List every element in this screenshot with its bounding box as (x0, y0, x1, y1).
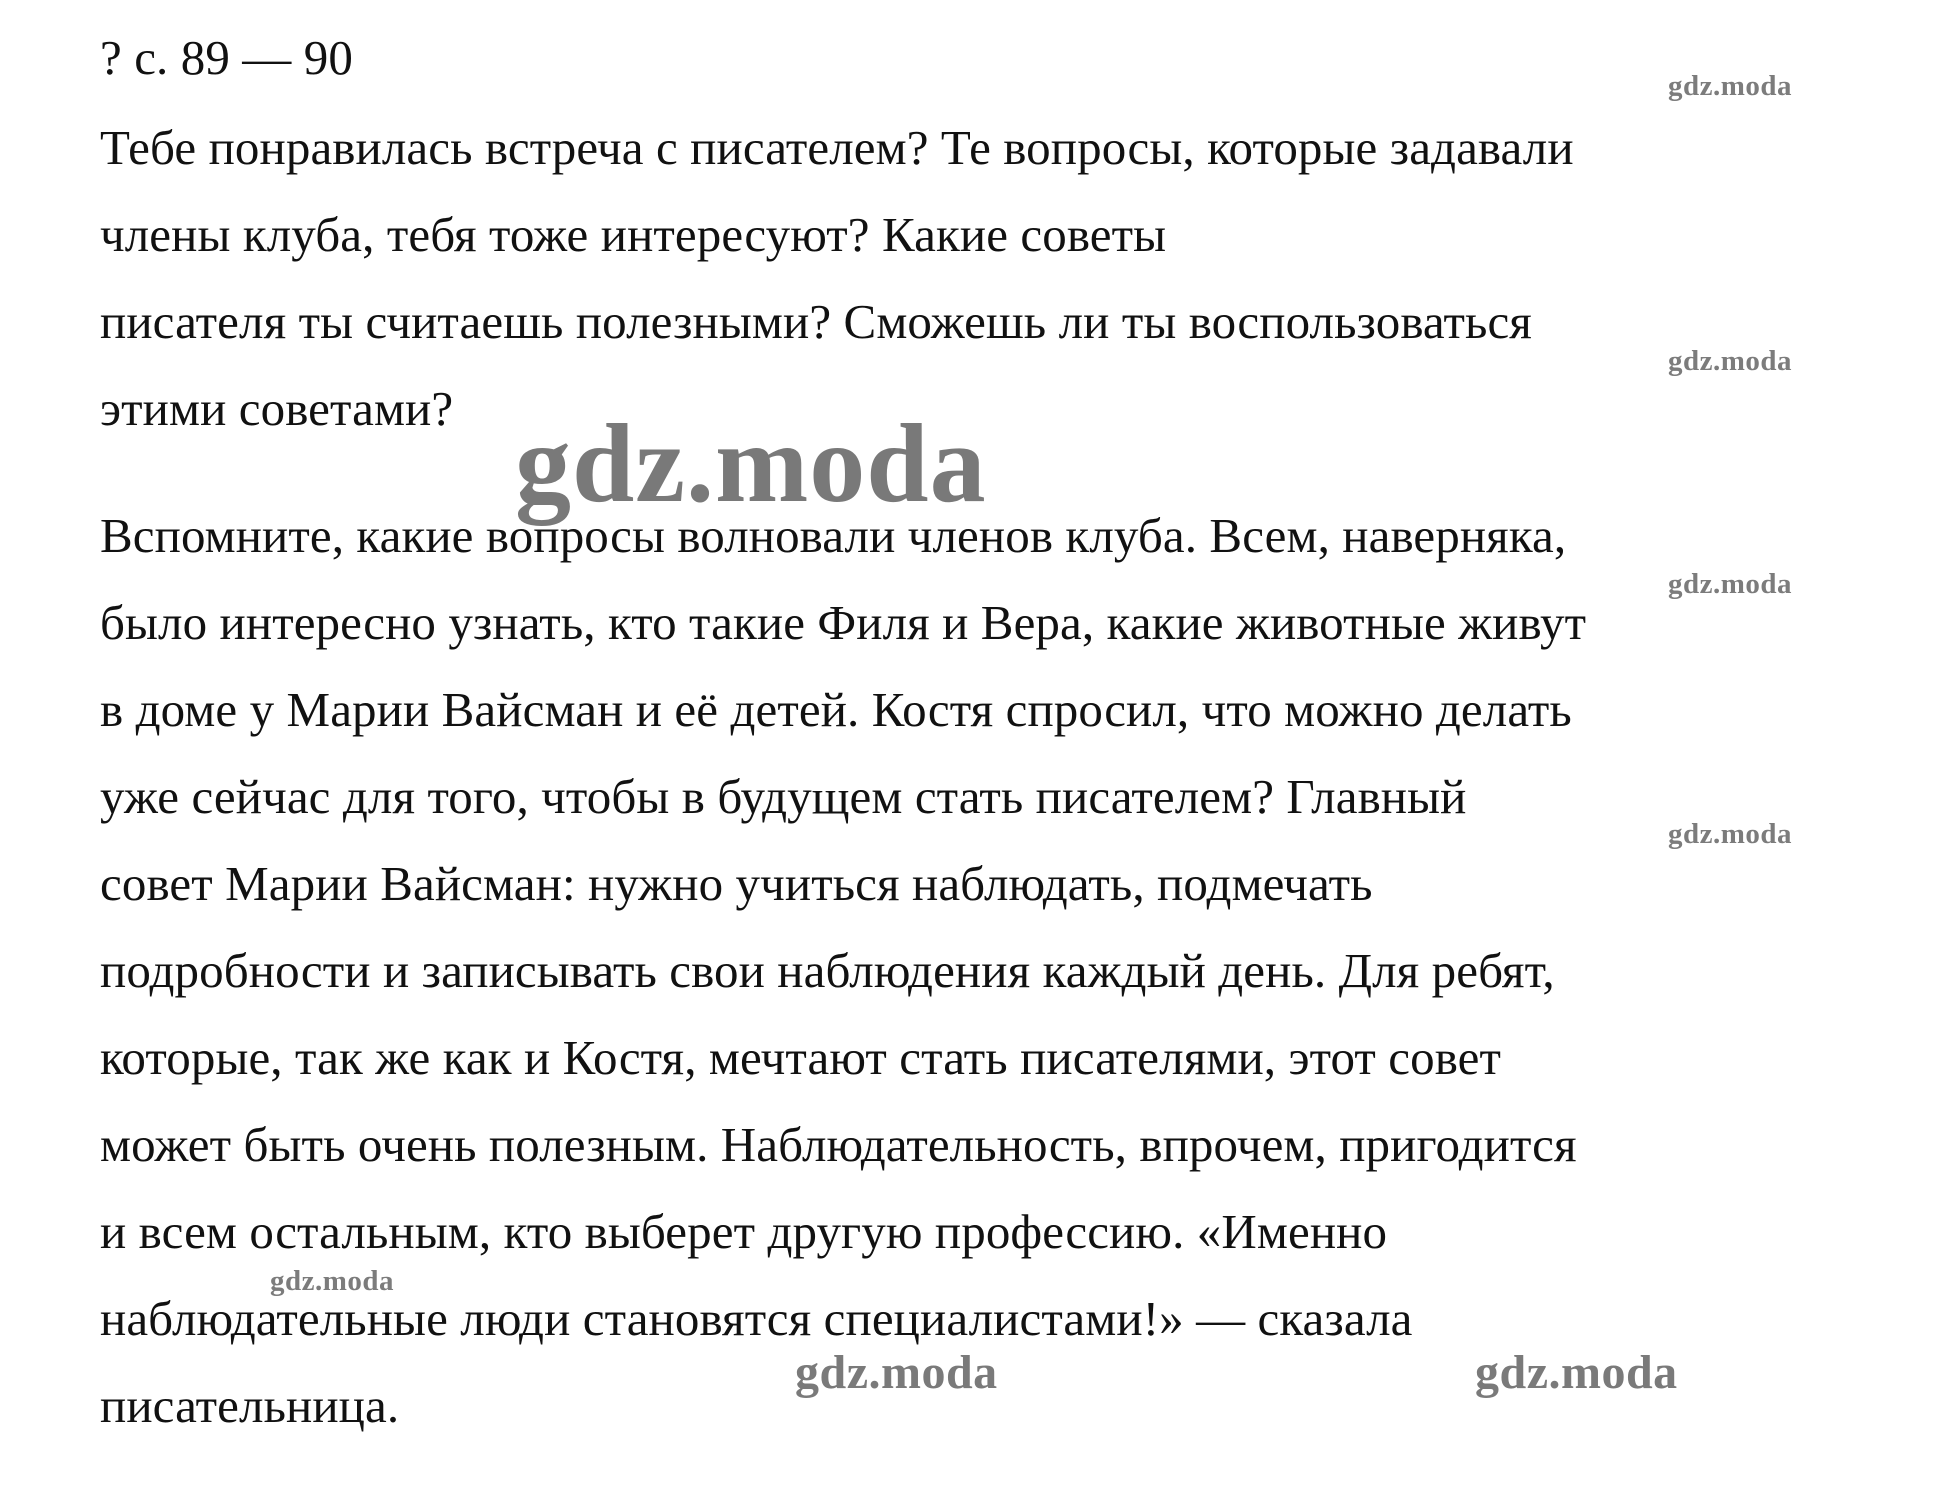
watermark-logo: gdz.moda (1668, 568, 1793, 600)
watermark-logo: gdz.moda (1475, 1346, 1678, 1399)
answer-line: может быть очень полезным. Наблюдательность, впрочем, пригодится (100, 1117, 1577, 1172)
watermark-logo: gdz.moda (1668, 818, 1793, 850)
answer-line: было интересно узнать, кто такие Филя и Вера, какие животные живут (100, 595, 1587, 650)
answer-line: совет Марии Вайсман: нужно учиться наблюдать, подмечать (100, 856, 1373, 911)
watermark-logo: gdz.moda (795, 1346, 998, 1399)
question-line: писателя ты считаешь полезными? Сможешь ли ты воспользоваться (100, 294, 1532, 349)
question-line: члены клуба, тебя тоже интересуют? Какие советы (100, 207, 1167, 262)
answer-line: подробности и записывать свои наблюдения каждый день. Для ребят, (100, 943, 1555, 998)
watermark-logo: gdz.moda (270, 1265, 395, 1297)
question-line: этими советами? (100, 381, 454, 436)
page-reference: ? с. 89 — 90 (100, 30, 353, 85)
answer-line: которые, так же как и Костя, мечтают стать писателями, этот совет (100, 1030, 1502, 1085)
answer-line: уже сейчас для того, чтобы в будущем стать писателем? Главный (100, 769, 1467, 824)
question-line: Тебе понравилась встреча с писателем? Те вопросы, которые задавали (100, 120, 1574, 175)
answer-line: писательница. (100, 1378, 400, 1433)
answer-line: Вспомните, какие вопросы волновали членов клуба. Всем, наверняка, (100, 508, 1567, 563)
watermark-logo-large: gdz.moda (515, 402, 987, 526)
answer-line: наблюдательные люди становятся специалистами!» — сказала (100, 1291, 1413, 1346)
answer-line: и всем остальным, кто выберет другую профессию. «Именно (100, 1204, 1388, 1259)
watermark-logo: gdz.moda (1668, 70, 1793, 102)
watermark-logo: gdz.moda (1668, 345, 1793, 377)
answer-line: в доме у Марии Вайсман и её детей. Костя спросил, что можно делать (100, 682, 1572, 737)
